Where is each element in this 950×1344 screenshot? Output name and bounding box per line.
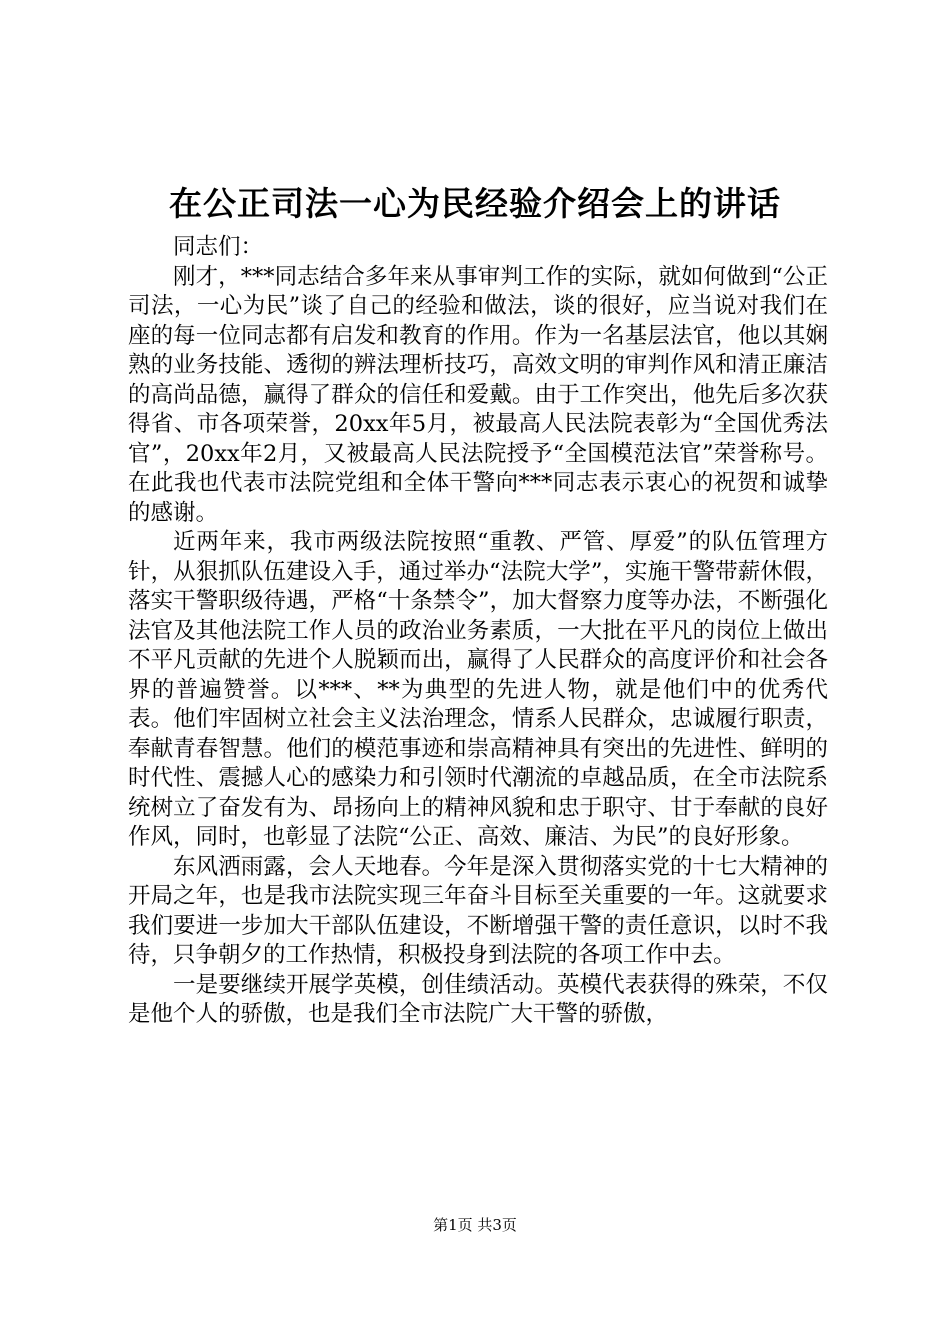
paragraph-2: 近两年来，我市两级法院按照“重教、严管、厚爱”的队伍管理方针，从狠抓队伍建设入手，通过举办“法院大学”，实施干警带薪休假，落实干警职级待遇，严格“十条禁令”，加大督察力度等办法，不断强化法官及其他法院工作人员的政治业务素质，一大批在平凡的岗位上做出不平凡贡献的先进个人脱颖而出，赢得了人民群众的高度评价和社会各界的普遍赞誉。以***、**为典型的先进人物，就是他们中的优秀代表。他们牢固树立社会主义法治理念，情系人民群众，忠诚履行职责，奉献青春智慧。他们的模范事迹和崇高精神具有突出的先进性、鲜明的时代性、震撼人心的感染力和引领时代潮流的卓越品质，在全市法院系统树立了奋发有为、昂扬向上的精神风貌和忠于职守、甘于奉献的良好作风，同时，也彰显了法院“公正、高效、廉洁、为民”的良好形象。: [128, 529, 828, 850]
page-number-footer: 第1页 共3页: [433, 1216, 517, 1234]
document-body: [128, 233, 828, 1030]
paragraph-1: 刚才，***同志结合多年来从事审判工作的实际，就如何做到“公正司法，一心为民”谈了自己的经验和做法，谈的很好，应当说对我们在座的每一位同志都有启发和教育的作用。作为一名基层法官，他以其娴熟的业务技能、透彻的辨法理析技巧，高效文明的审判作风和清正廉洁的高尚品德，赢得了群众的信任和爱戴。由于工作突出，他先后多次获得省、市各项荣誉，20xx年5月，被最高人民法院表彰为“全国优秀法官”，20xx年2月，又被最高人民法院授予“全国模范法官”荣誉称号。在此我也代表市法院党组和全体干警向***同志表示衷心的祝贺和诚挚的感谢。: [128, 263, 828, 526]
paragraph-3: 东风洒雨露，会人天地春。今年是深入贯彻落实党的十七大精神的开局之年，也是我市法院实现三年奋斗目标至关重要的一年。这就要求我们要进一步加大干部队伍建设，不断增强干警的责任意识，以时不我待，只争朝夕的工作热情，积极投身到法院的各项工作中去。: [128, 853, 828, 968]
salutation: 同志们：: [173, 234, 264, 260]
document-title: 在公正司法一心为民经验介绍会上的讲话: [169, 184, 781, 223]
paragraph-4: 一是要继续开展学英模，创佳绩活动。英模代表获得的殊荣，不仅是他个人的骄傲，也是我们全市法院广大干警的骄傲，: [128, 971, 828, 1027]
